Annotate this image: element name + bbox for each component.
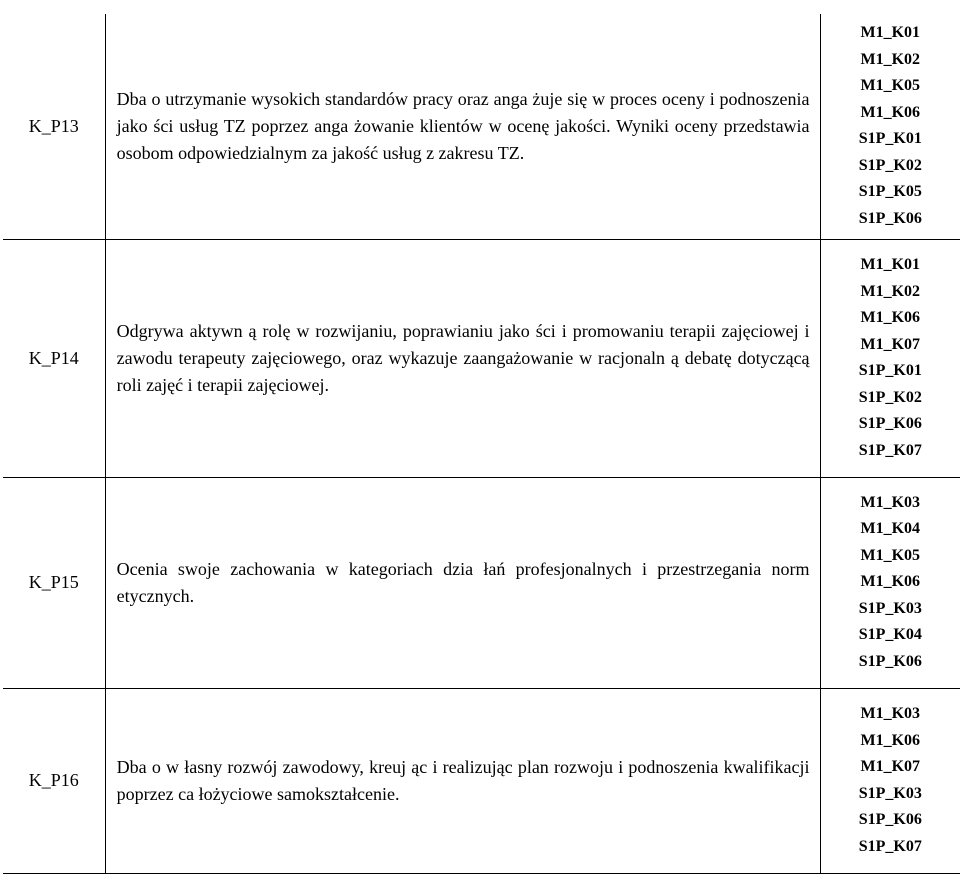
outcome-description: Dba o w łasny rozwój zawodowy, kreuj ąc i realizując plan rozwoju i podnoszenia kwalifikacji poprzez ca łożyciowe samokształcenie. [105,688,820,873]
reference-code: M1_K06 [860,103,921,121]
reference-code: M1_K03 [860,493,921,511]
outcome-code: K_P14 [3,239,105,477]
reference-code: M1_K03 [860,705,921,722]
reference-code: M1_K07 [860,335,921,353]
outcome-code: K_P13 [3,14,105,239]
reference-code: S1P_K01 [858,362,922,379]
outcome-description: Dba o utrzymanie wysokich standardów pracy oraz anga żuje się w proces oceny i podnoszenia jako ści usług TZ poprzez anga żowanie klientów w ocenę jakości. Wyniki oceny przedstawia osobom odpowiedzialnym za jakość usług z zakresu TZ. [105,14,820,239]
table-row [3,239,960,477]
reference-code: S1P_K06 [858,652,922,670]
reference-code: M1_K01 [860,24,921,42]
reference-code: S1P_K02 [858,388,922,406]
reference-code: S1P_K07 [858,837,922,855]
reference-code: M1_K05 [860,546,921,564]
table-row [3,688,960,873]
reference-code: M1_K01 [860,256,921,273]
reference-code: S1P_K01 [858,130,922,148]
reference-code: M1_K07 [860,758,921,775]
outcome-description: Ocenia swoje zachowania w kategoriach dzia łań profesjonalnych i przestrzegania norm etycznych. [105,477,820,688]
reference-code: M1_K02 [860,282,921,300]
outcome-references [820,239,960,477]
reference-code: M1_K06 [860,309,921,326]
outcome-references [820,14,960,239]
reference-code: S1P_K07 [858,441,922,459]
reference-code: M1_K06 [860,573,921,591]
learning-outcomes-table [3,14,960,874]
outcome-references [820,688,960,873]
reference-code: M1_K05 [860,77,921,95]
outcome-code: K_P15 [3,477,105,688]
table-row [3,477,960,688]
reference-code: S1P_K06 [858,415,922,432]
reference-code: M1_K06 [860,731,921,749]
reference-code: S1P_K03 [858,599,922,617]
reference-code: M1_K04 [860,520,921,538]
outcome-description: Odgrywa aktywn ą rolę w rozwijaniu, poprawianiu jako ści i promowaniu terapii zajęciowej i zawodu terapeuty zajęciowego, oraz wykazuje zaangażowanie w racjonaln ą debatę dotyczącą roli zajęć i terapii zajęciowej. [105,239,820,477]
reference-code: S1P_K03 [858,784,922,802]
outcome-code: K_P16 [3,688,105,873]
outcome-references [820,477,960,688]
reference-code: S1P_K06 [858,811,922,828]
table-row [3,14,960,239]
reference-code: S1P_K02 [858,156,922,174]
reference-code: S1P_K06 [858,209,922,227]
reference-code: M1_K02 [860,50,921,68]
reference-code: S1P_K04 [858,626,922,644]
reference-code: S1P_K05 [858,183,922,201]
